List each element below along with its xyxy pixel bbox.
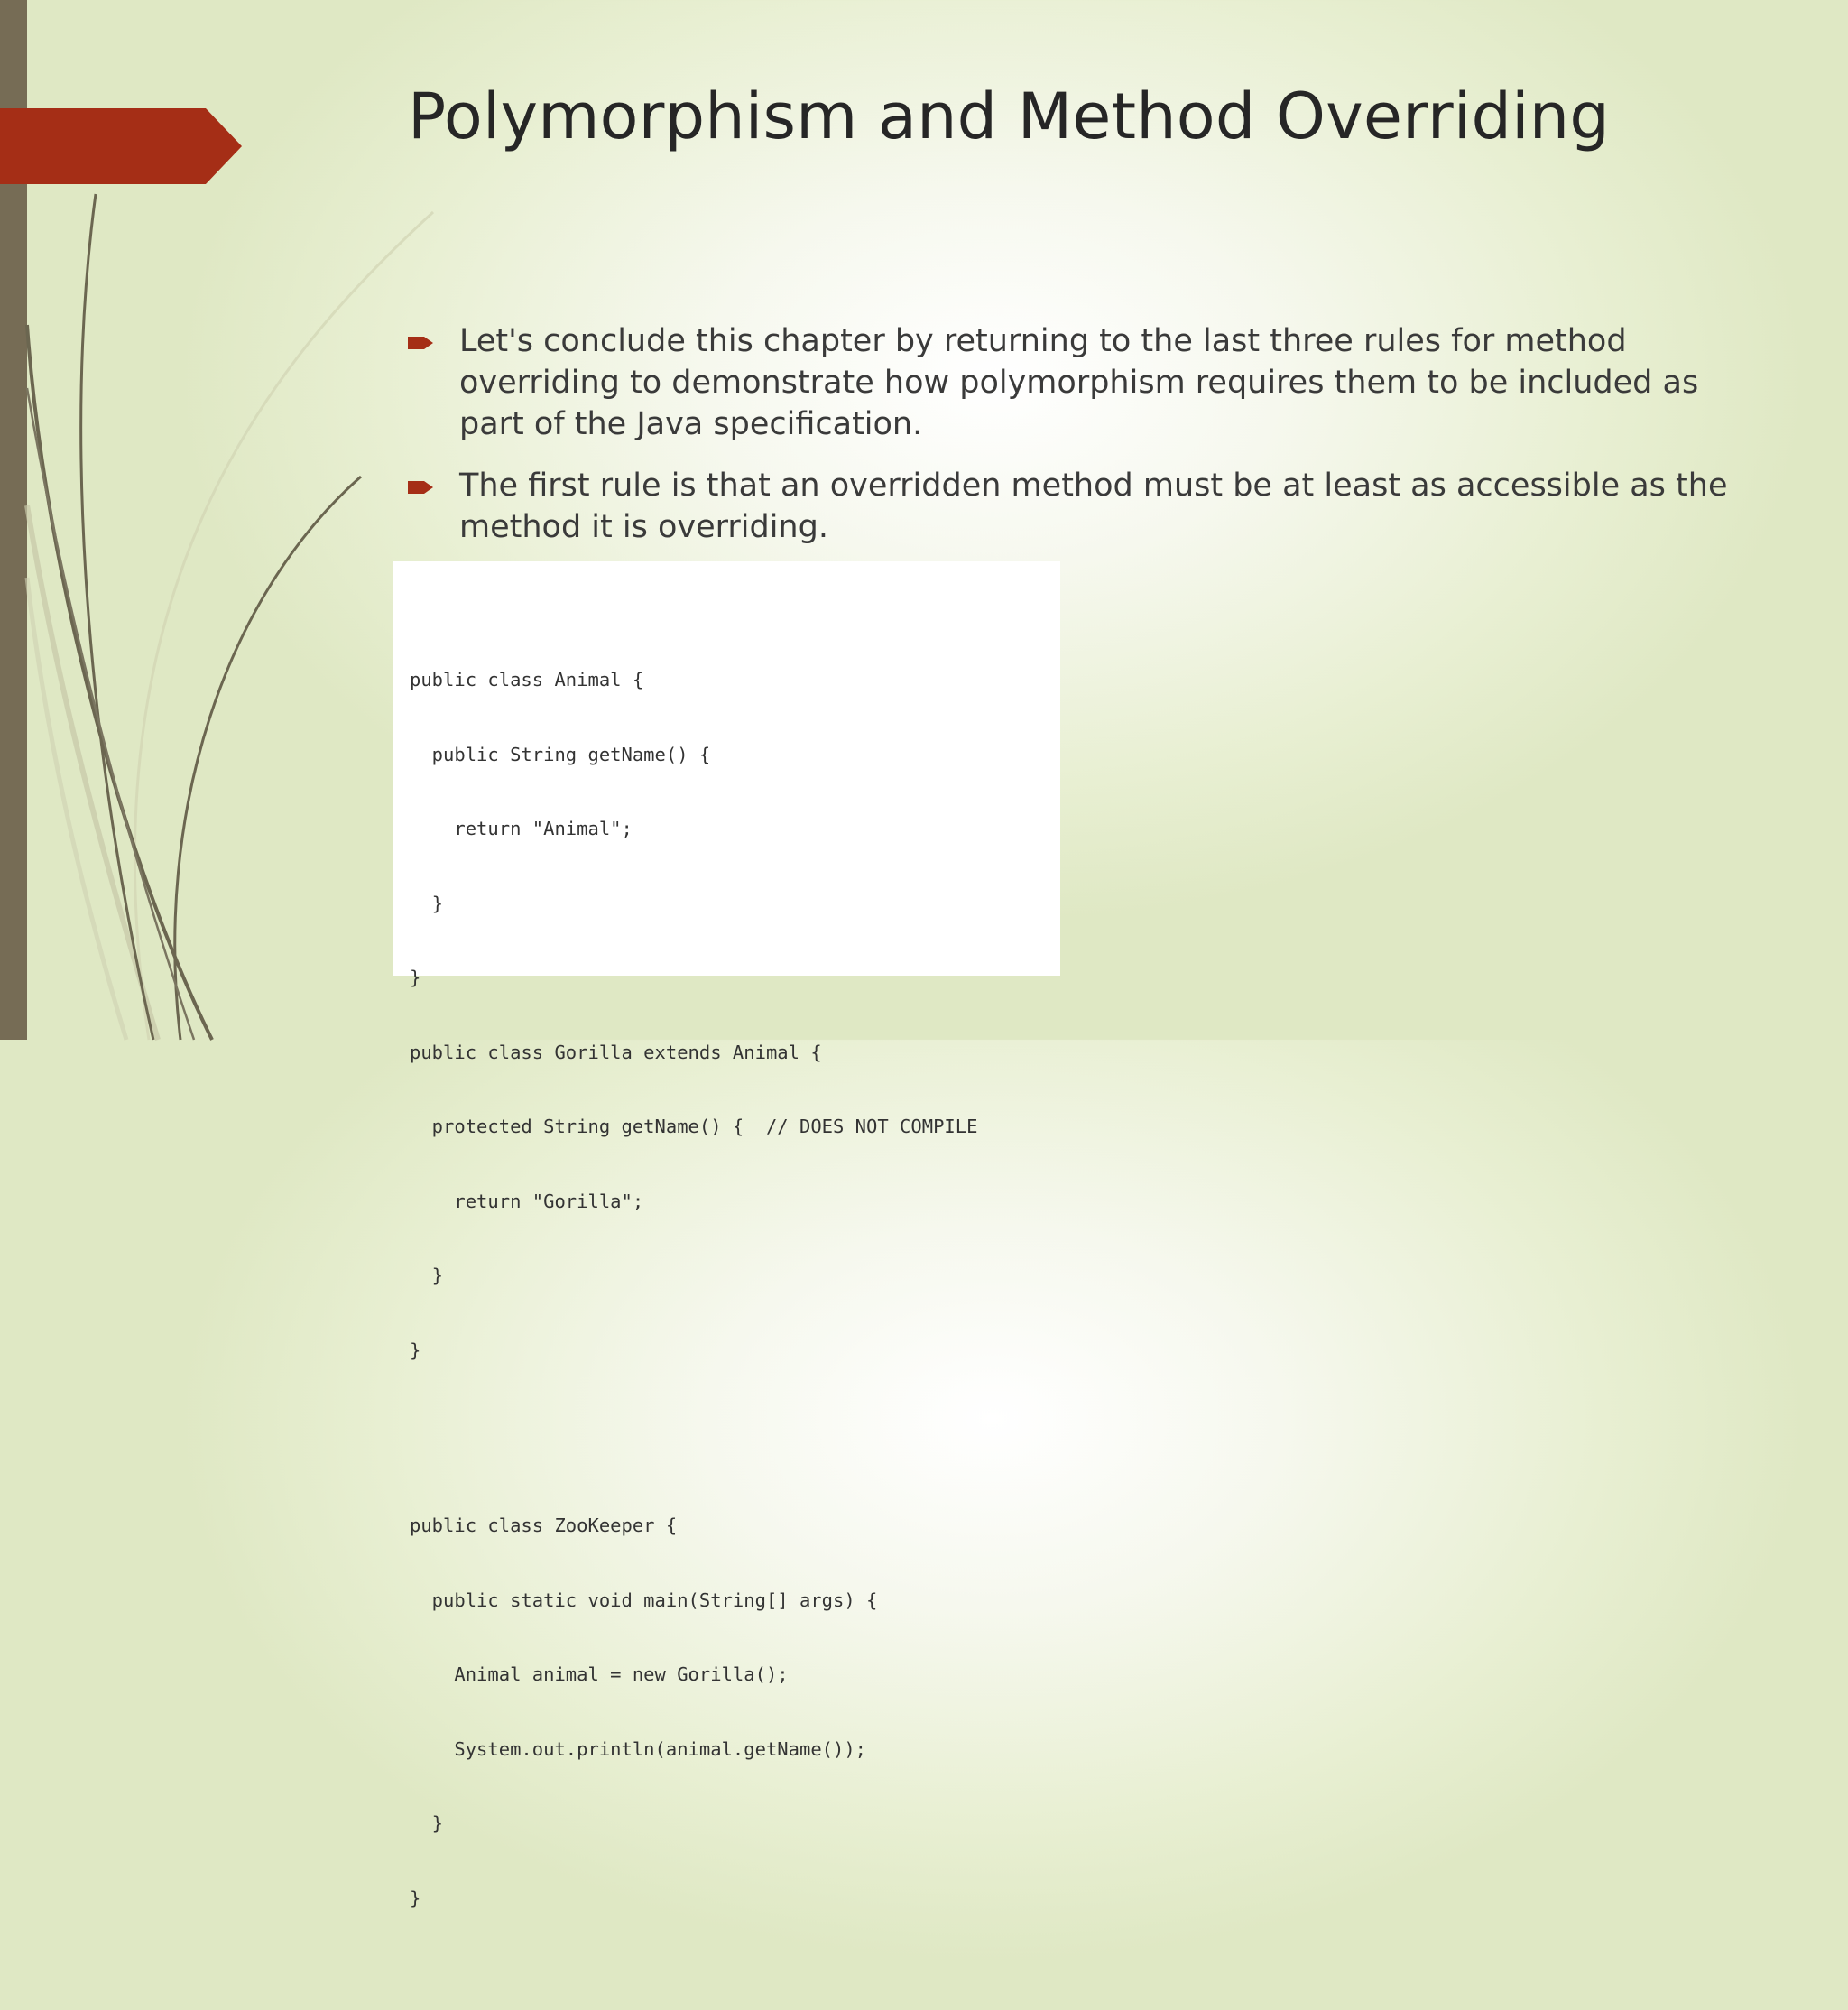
code-line: } — [410, 892, 444, 914]
code-line: public static void main(String[] args) { — [410, 1589, 878, 1611]
code-line: } — [410, 1812, 444, 1834]
bullet-arrow-icon — [408, 333, 435, 353]
bullet-text: The first rule is that an overridden method must be at least as accessible as the method it is overriding. — [459, 468, 1728, 545]
code-line: } — [410, 967, 421, 988]
code-line: public class ZooKeeper { — [410, 1514, 678, 1536]
code-line: } — [410, 1264, 444, 1286]
bullet-item — [408, 320, 1734, 445]
bullet-arrow-icon — [408, 477, 435, 497]
code-listing — [393, 561, 1060, 2010]
code-line: public class Animal { — [410, 669, 644, 690]
bullet-list — [408, 320, 1734, 568]
bullet-item — [408, 465, 1734, 548]
code-line: Animal animal = new Gorilla(); — [410, 1663, 789, 1685]
code-line: } — [410, 1886, 421, 1909]
code-line: } — [410, 1338, 421, 1361]
code-block-animal-gorilla — [410, 618, 1060, 1413]
code-line: return "Animal"; — [410, 818, 633, 839]
code-block-zookeeper — [410, 1464, 1060, 1960]
code-sample-image — [393, 561, 1060, 1909]
code-line: return "Gorilla"; — [410, 1190, 644, 1212]
code-line: protected String getName() { // DOES NOT COMPILE — [410, 1116, 978, 1137]
code-line: System.out.println(animal.getName()); — [410, 1737, 867, 1760]
title-accent-arrow — [0, 108, 242, 184]
code-line: public String getName() { — [410, 743, 711, 765]
bullet-text: Let's conclude this chapter by returning to the last three rules for method overriding to demonstrate how polymorphism requires them to be included as part of the Java specification. — [459, 323, 1699, 442]
code-line: public class Gorilla extends Animal { — [410, 1041, 822, 1063]
slide-title: Polymorphism and Method Overriding — [408, 79, 1610, 153]
